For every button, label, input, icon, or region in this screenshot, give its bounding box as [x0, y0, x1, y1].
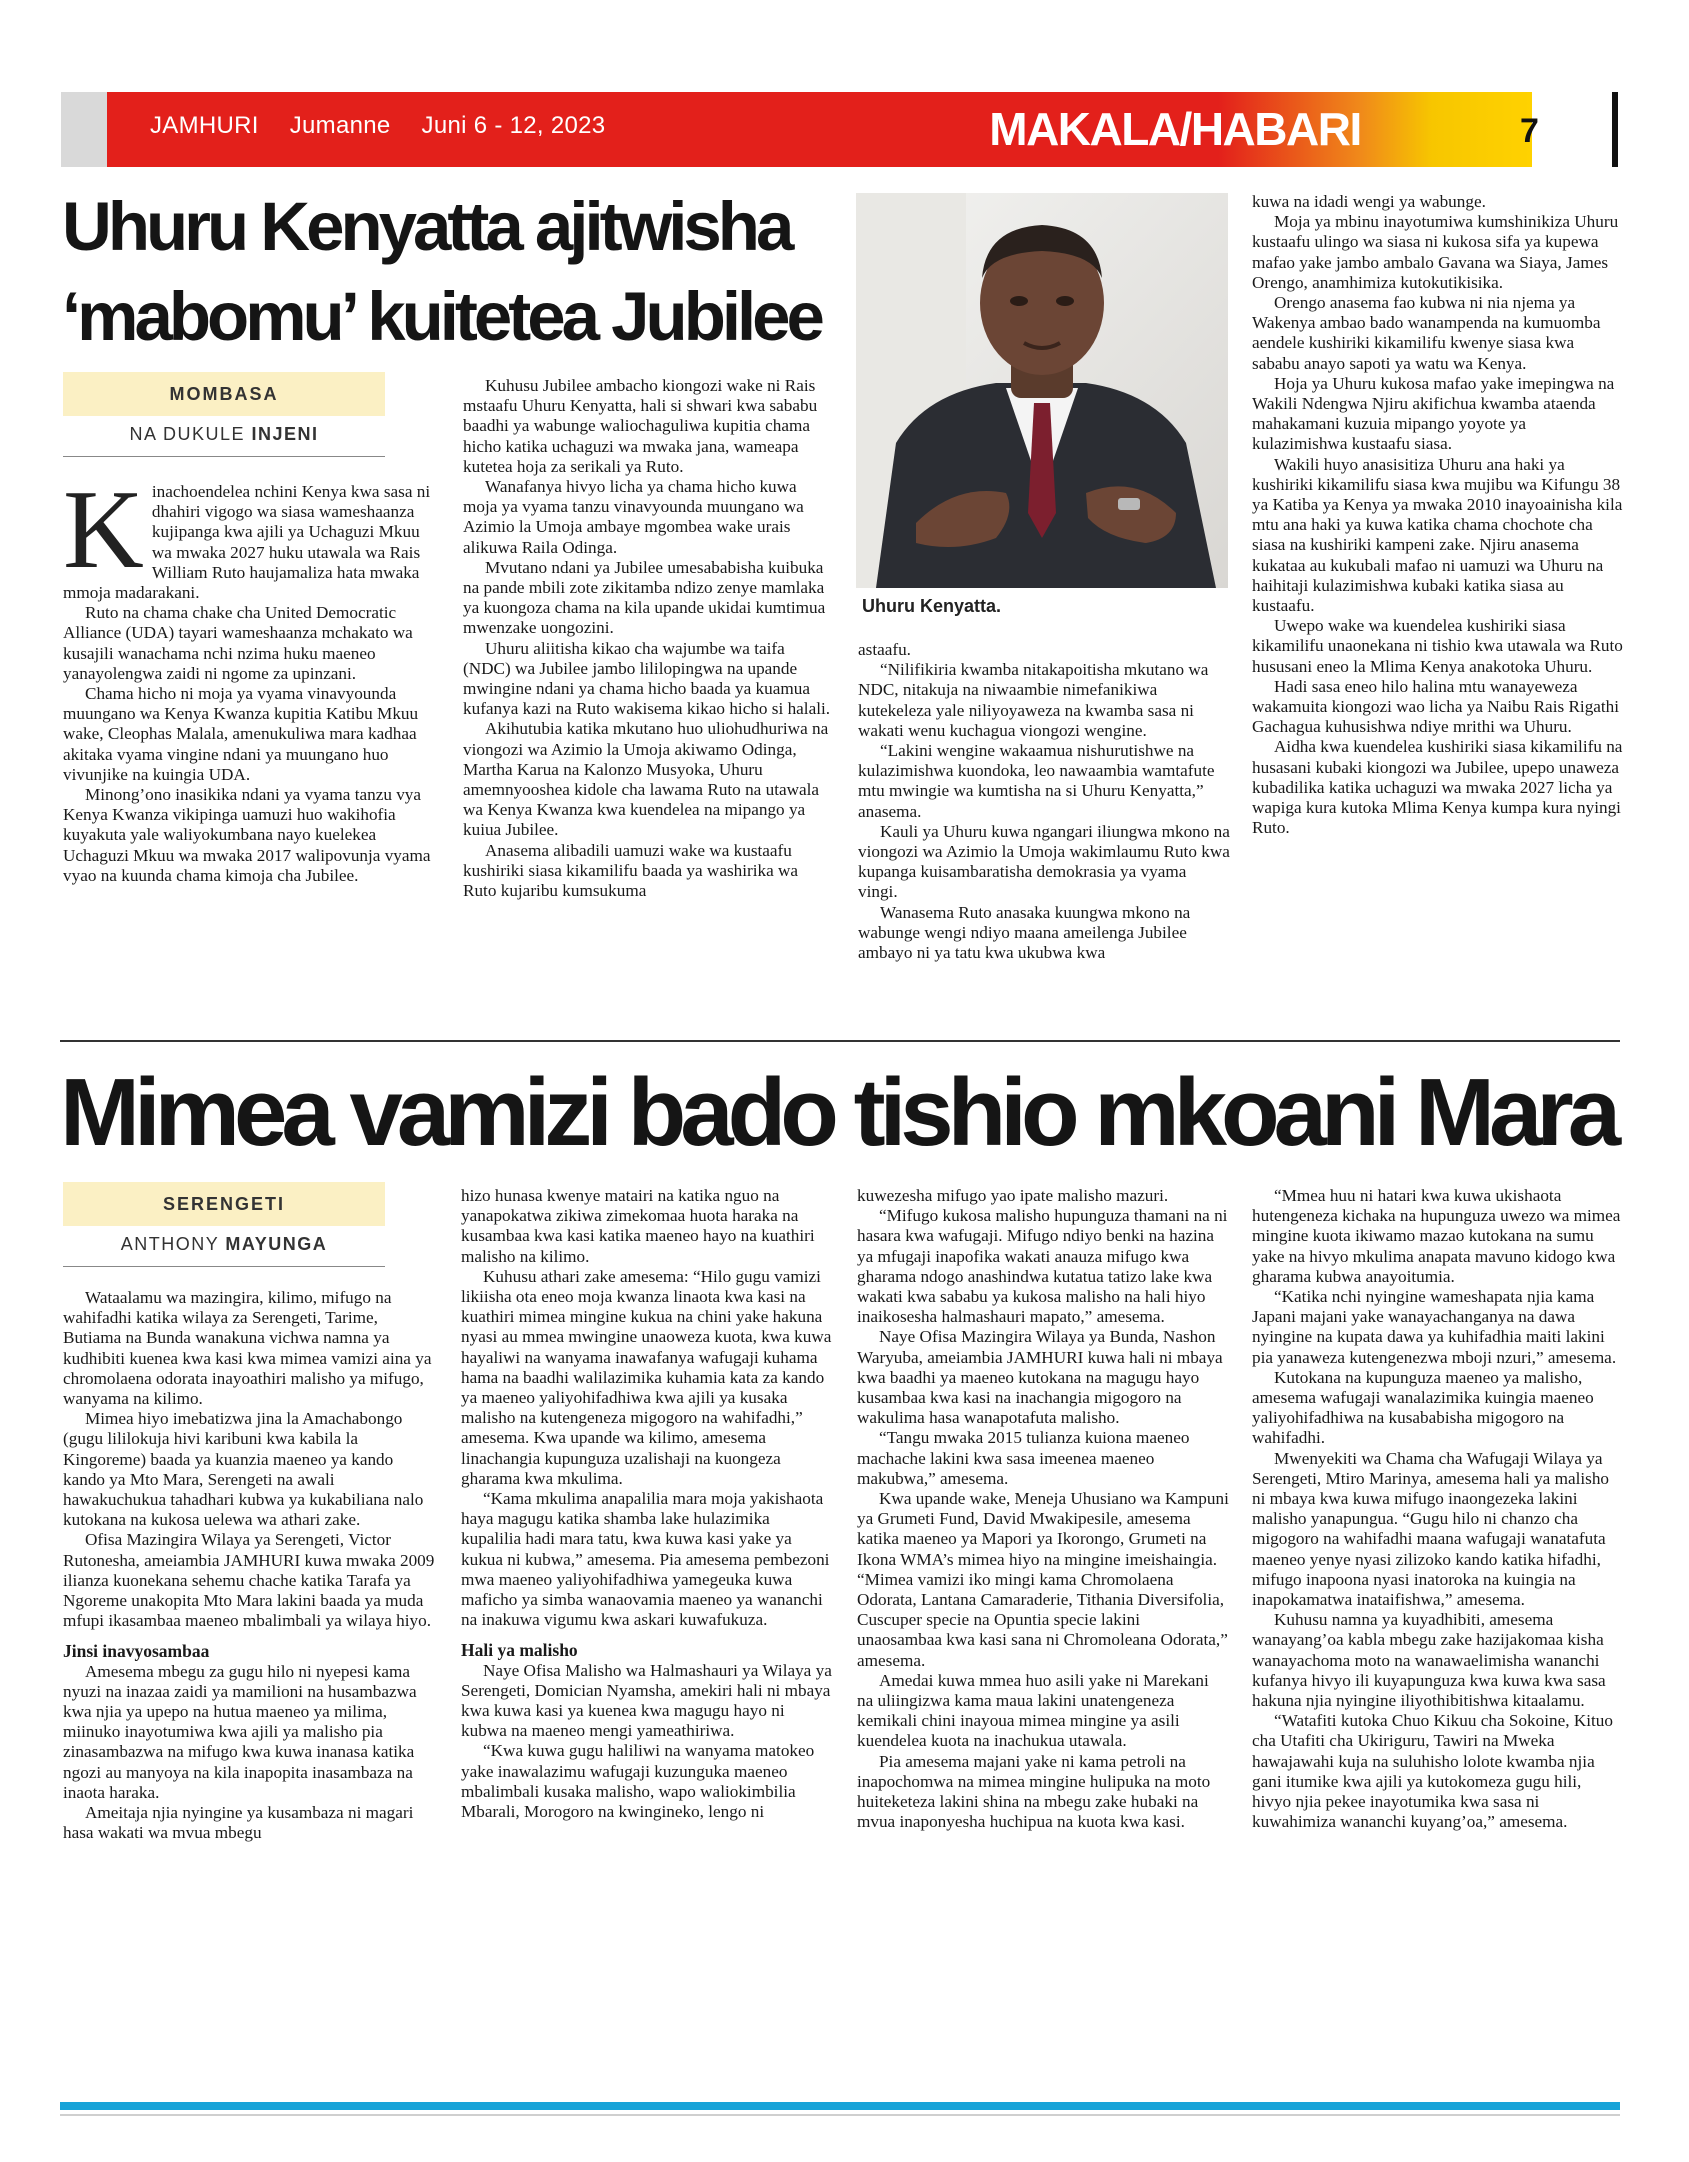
story2-paragraph: “Mifugo kukosa malisho hupunguza thamani na ni hasara kwa wafugaji. Mifugo ndiyo benki na hazina ya mfugaji inapofika wakati anauza mifugo kwa gharama ndogo anashindwa kutatua tatizo lake kwa wakati kwa sababu ya kukosa malisho na hali hiyo inaikosesha halmashauri mapato,” amesema.	[857, 1206, 1228, 1327]
story2-paragraph: Pia amesema majani yake ni kama petroli na inapochomwa na mimea mingine hulipuka na moto huiteketeza lakini shina na mbegu zake hubaki na mvua inaponyesha huchipua na kuota kwa kasi.	[857, 1751, 1211, 1832]
story1-dateline: MOMBASA	[63, 372, 385, 416]
story1-byline	[63, 424, 385, 445]
story2-byline-rule	[63, 1266, 385, 1267]
story1-byline-rule	[63, 456, 385, 457]
story2-column-2	[461, 1186, 833, 2036]
story2-paragraph: Kutokana na kupunguza maeneo ya malisho, amesema wafugaji wanalazimika kuingia maeneo yaliyohifadhiwa na kusababisha migogoro na wahifadhi.	[1252, 1367, 1594, 1448]
story2-column-3	[857, 1186, 1229, 2036]
story2-byline-name: MAYUNGA	[225, 1234, 328, 1254]
story2-paragraph: “Tangu mwaka 2015 tulianza kuiona maeneo machache lakini kwa sasa imeenea maeneo makubwa,” amesema.	[857, 1428, 1190, 1488]
story2-subheading: Hali ya malisho	[461, 1640, 578, 1661]
section-label: MAKALA/HABARI	[989, 103, 1361, 155]
story2-dateline: SERENGETI	[63, 1182, 385, 1226]
header-right-rule	[1612, 92, 1618, 167]
story2-paragraph: Mwenyekiti wa Chama cha Wafugaji Wilaya ya Serengeti, Mtiro Marinya, amesema hali ya malisho ni mbaya kwa kuwa mifugo inaongezeka lakini malisho yanapungua. “Gugu hilo ni chanzo cha migogoro na wahifadhi maana wafugaji wanatafuta maeneo yenye nyasi zilizoko kando katika hifadhi, mifugo inapoona nyasi inatoroka na kuingia na inapokamatwa inataifishwa,” amesema.	[1252, 1448, 1610, 1610]
story1-paragraph: Wanafanya hivyo licha ya chama hicho kuwa moja ya vyama tanzu vinavyounda muungano wa Azimio la Umoja ambaye mgombea wake urais alikuwa Raila Odinga.	[463, 477, 804, 557]
story1-headline-line1: Uhuru Kenyatta ajitwisha	[62, 188, 791, 265]
story2-subheading: Jinsi inavyosambaa	[63, 1641, 210, 1662]
story1-paragraph: Uwepo wake wa kuendelea kushiriki siasa kikamilifu unaonekana ni tishio kwa utawala wa Ruto hususani eneo la Mlima Kenya anakotoka Uhuru.	[1252, 616, 1623, 676]
footer-accent-bar	[60, 2102, 1620, 2110]
story2-paragraph: “Watafiti kutoka Chuo Kikuu cha Sokoine, Kituo cha Utafiti cha Ukiriguru, Tawiri na Mweka hawajawahi kuja na suluhisho lolote kwamba njia gani itumike kwa ajili ya kutokomeza gugu hili, hivyo njia pekee inayotumika kwa sasa ni kuwahimiza wananchi kuyang’oa,” amesema.	[1252, 1711, 1613, 1832]
page-header-left	[150, 112, 629, 140]
story2-paragraph: Kwa upande wake, Meneja Uhusiano wa Kampuni ya Grumeti Fund, David Mwakipesile, amesema katika maeneo ya Mapori ya Ikorongo, Grumeti na Ikona WMA’s mimea hiyo na mingine imeishaingia. “Mimea vamizi iko mingi kama Chromolaena Odorata, Lantana Camaraderie, Tithania Diversifolia, Cuscuper specie na Opuntia specie lakini unaosambaa kwa kasi sana ni Chromoleana Odorata,” amesema.	[857, 1489, 1229, 1670]
story1-paragraph: Aidha kwa kuendelea kushiriki siasa kikamilifu na husasani kubaki kiongozi wa Jubilee, upepo unaweza kubadilika katika uchaguzi wa mwaka 2027 licha ya wapiga kura kutoka Mlima Kenya kumpa kura nyingi Ruto.	[1252, 737, 1623, 838]
story2-paragraph: Ameitaja njia nyingine ya kusambaza ni magari hasa wakati wa mvua mbegu	[63, 1803, 414, 1843]
issue-day: Jumanne	[289, 112, 391, 139]
story1-paragraph: Anasema alibadili uamuzi wake wa kustaafu kushiriki siasa kikamilifu baada ya washirika wa Ruto kujaribu kumsukuma	[463, 840, 799, 901]
page-number: 7	[1520, 112, 1539, 150]
story2-paragraph: Amesema mbegu za gugu hilo ni nyepesi kama nyuzi na inazaa zaidi ya mamilioni na husambazwa kwa njia ya upepo na hutua maeneo ya milima, miinuko inayotumiwa kwa ajili ya malisho pia zinasambazwa na mifugo kwa kuwa inanasa katika ngozi au manyoya na kila inapopita inasambaza na inaota haraka.	[63, 1661, 417, 1802]
story1-column-2	[463, 376, 833, 1012]
story1-paragraph: Wakili huyo anasisitiza Uhuru ana haki ya kushiriki kikamilifu siasa kwa mujibu wa Kifungu 38 ya Katiba ya Kenya ya mwaka 2010 inayoainisha kila mtu ana haki ya kuwa katika chama chochote cha siasa na kushiriki kampeni zake. Njiru anasema kukataa au kukubali mafao ni uamuzi wa Uhuru na haihitaji kulazimishwa kubaki katika siasa au kustaafu.	[1252, 454, 1623, 616]
story1-paragraph: astaafu.	[858, 640, 911, 659]
story1-paragraph: Hoja ya Uhuru kukosa mafao yake imepingwa na Wakili Ndengwa Njiru akifichua kwamba ataenda mahakamani kuzuia mipango yoyote ya kulazimishwa kustaafu siasa.	[1252, 373, 1615, 454]
story1-paragraph: Ruto na chama chake cha United Democratic Alliance (UDA) tayari wameshaanza mchakato wa kusajili wanachama nchi nzima huku maeneo yanayolengwa zaidi ni ngome za upinzani.	[63, 603, 413, 683]
story1-paragraph: Kuhusu Jubilee ambacho kiongozi wake ni Rais mstaafu Uhuru Kenyatta, hali si shwari kwa sababu baadhi ya wabunge waliochaguliwa kupitia chama hicho katika uchaguzi wa mwaka jana, wameapa kutetea hoja za serikali ya Ruto.	[463, 376, 818, 476]
story2-paragraph: “Mmea huu ni hatari kwa kuwa ukishaota hutengeneza kichaka na hupunguza uwezo wa mimea mingine kuota ikiwamo mazao kutokana na sumu yake na hivyo mkulima anapata mavuno kidogo kwa gharama kubwa anayoitumia.	[1252, 1186, 1621, 1286]
header-grey-block	[61, 92, 107, 167]
story1-paragraph: kuwa na idadi wengi ya wabunge.	[1252, 192, 1486, 211]
story2-byline-prefix: ANTHONY	[120, 1234, 226, 1254]
story2-paragraph: hizo hunasa kwenye matairi na katika nguo na yanapokatwa zikiwa zimekomaa huota haraka na kusambaa kwa kasi katika maeneo hayo na kuathiri malisho na kilimo.	[461, 1186, 815, 1266]
story2-paragraph: “Katika nchi nyingine wameshapata njia kama Japani majani yake wanayachanganya na dawa nyingine na kupata dawa ya kuhifadhia maiti lakini pia yanaweza kutengenezwa mboji nzuri,” amesema.	[1252, 1287, 1617, 1367]
story1-photo-caption: Uhuru Kenyatta.	[862, 596, 1002, 616]
story1-photo	[856, 193, 1228, 588]
story2-paragraph: kuwezesha mifugo yao ipate malisho mazuri.	[857, 1186, 1169, 1205]
story1-byline-name: INJENI	[251, 424, 319, 444]
publication-name: JAMHURI	[150, 112, 259, 139]
story1-paragraph: Akihutubia katika mkutano huo uliohudhuriwa na viongozi wa Azimio la Umoja akiwamo Odinga, Martha Karua na Kalonzo Musyoka, Uhuru amemnyooshea kidole cha lawama Ruto na utawala wa Kenya Kwanza kwa kuendelea na mipango ya kuiua Jubilee.	[463, 719, 829, 840]
story1-column-1	[63, 482, 433, 1012]
story1-column-3	[858, 640, 1230, 1012]
story1-paragraph: Orengo anasema fao kubwa ni nia njema ya Wakenya ambao bado wanampenda na kumuomba aendele kushiriki kikamilifu kwenye siasa kwa sababu anayo sapoti ya watu wa Kenya.	[1252, 293, 1601, 373]
story-divider	[60, 1040, 1620, 1042]
story2-column-4	[1252, 1186, 1624, 2036]
portrait-illustration	[856, 193, 1228, 588]
story1-paragraph: Minong’ono inasikika ndani ya vyama tanzu vya Kenya Kwanza vikipinga uamuzi huo wakihofia kuyakuta yale waliyokumbana nayo kuelekea Uchaguzi Mkuu wa mwaka 2017 walipovunja vyama vyao na kuunda chama kimoja cha Jubilee.	[63, 785, 431, 885]
story1-paragraph: Kauli ya Uhuru kuwa ngangari iliungwa mkono na viongozi wa Azimio la Umoja wakimlaumu Ruto kwa kupanga kuisambaratisha demokrasia ya vyama vingi.	[858, 821, 1230, 902]
story2-byline	[63, 1234, 385, 1255]
story2-paragraph: Naye Ofisa Mazingira Wilaya ya Bunda, Nashon Waryuba, ameiambia JAMHURI kuwa hali ni mbaya kwa baadhi ya maeneo kutokana na magugu hayo kusambaa kwa kasi na inachangia migogoro na wakulima hasa wanapotafuta malisho.	[857, 1327, 1223, 1428]
story2-paragraph: Mimea hiyo imebatizwa jina la Amachabongo (gugu lililokuja hivi karibuni kwa kabila la Kingoreme) baada ya kuanzia maeneo ya kando kando ya Mto Mara, Serengeti na awali hawakuchukua tahadhari kubwa ya kukabiliana nalo kutokana na kukosa uelewa wa athari zake.	[63, 1409, 424, 1530]
story1-dropcap: K	[63, 482, 144, 592]
story2-paragraph: “Kama mkulima anapalilia mara moja yakishaota haya magugu katika shamba lake hulazimika kupalilia hadi mara tatu, kwa kuwa kasi yake ya kukua ni kubwa,” amesema. Pia amesema pembezoni mwa maeneo yaliyohifadhiwa yamegeuka kuwa maficho ya simba wanaovamia maeneo ya wananchi na inakuwa vigumu kwa askari kuwafukuza.	[461, 1489, 830, 1630]
story2-paragraph: Amedai kuwa mmea huo asili yake ni Marekani na uliingizwa kama maua lakini unatengeneza kemikali chini inayoua mimea mingine ya asili kuendelea kuota na inachukua utawala.	[857, 1670, 1209, 1751]
story2-paragraph: Naye Ofisa Malisho wa Halmashauri ya Wilaya ya Serengeti, Domician Nyamsha, amekiri hali ni mbaya kwa kuwa kasi ya kuenea kwa magugu hayo ni kubwa na maeneo mengi yameathiriwa.	[461, 1660, 832, 1741]
story2-column-1	[63, 1288, 435, 2036]
story2-paragraph: Wataalamu wa mazingira, kilimo, mifugo na wahifadhi katika wilaya za Serengeti, Tarime, Butiama na Bunda wanakuna vichwa namna ya kudhibiti kuenea kwa kasi kwa mimea vamizi aina ya chromolaena odorata inayoathiri malisho ya mifugo, wanyama na kilimo.	[63, 1288, 432, 1409]
story2-headline: Mimea vamizi bado tishio mkoani Mara	[60, 1059, 1616, 1166]
story2-paragraph: Kuhusu namna ya kuyadhibiti, amesema wanayang’oa kabla mbegu zake hazijakomaa kisha wanayachoma moto na wanawaelimisha wananchi kufanya hivyo ili kuyapunguza kwa kuwa kwa sasa hakuna njia nyingine iliyothibitishwa kitaalamu.	[1252, 1610, 1606, 1711]
story2-paragraph: “Kwa kuwa gugu haliliwi na wanyama matokeo yake inawalazimu wafugaji kuzunguka maeneo mbalimbali kusaka malisho, wapo waliokimbilia Mbarali, Morogoro na kwingineko, lengo ni	[461, 1741, 815, 1822]
story1-headline-line2: ‘mabomu’ kuitetea Jubilee	[62, 278, 821, 355]
issue-date: Juni 6 - 12, 2023	[421, 112, 606, 139]
story1-paragraph: Chama hicho ni moja ya vyama vinavyounda muungano wa Kenya Kwanza kupitia Katibu Mkuu wake, Cleophas Malala, amenukuliwa mara kadhaa akitaka vyama vingine ndani ya muungano huo vivunjike na kuingia UDA.	[63, 684, 419, 784]
story1-paragraph: “Lakini wengine wakaamua nishurutishwe na kulazimishwa kuondoka, leo nawaambia wamtafute mtu mwingie wa kumtisha na si Uhuru Kenyatta,” anasema.	[858, 741, 1215, 821]
story2-paragraph: Ofisa Mazingira Wilaya ya Serengeti, Victor Rutonesha, ameiambia JAMHURI kuwa mwaka 2009 ilianza kuonekana sehemu chache katika Tarafa ya Ngoreme unakopita Mto Mara lakini baada ya muda mfupi ikasambaa maeneo mbalimbali ya wilaya hiyo.	[63, 1530, 435, 1631]
story2-paragraph: Kuhusu athari zake amesema: “Hilo gugu vamizi likiisha ota eneo moja kwanza linaota kwa kasi na kuathiri mimea mingine kukua na chini yake hakuna nyasi au mmea mwingine unaoweza kuota, kwa kuwa hayaliwi na wanyama inawafanya wafugaji kuhama hama na baadhi walilazimika kuhamia kata za kando ya maeneo yaliyohifadhiwa kwa ajili ya kusaka malisho na kutengeneza migogoro na wahifadhi,” amesema. Kwa upande wa kilimo, amesema linachangia kupunguza uzalishaji na kuongeza gharama kwa mkulima.	[461, 1266, 832, 1488]
story1-paragraph: Wanasema Ruto anasaka kuungwa mkono na wabunge wengi ndiyo maana ameilenga Jubilee ambayo ni ya tatu kwa ukubwa kwa	[858, 902, 1191, 963]
story1-paragraph: Mvutano ndani ya Jubilee umesababisha kuibuka na pande mbili zote zikitamba ndizo zenye mamlaka ya kuongoza chama na kila upande ukidai kumtimua mwenzake uongozini.	[463, 557, 826, 638]
footer-rule	[60, 2114, 1620, 2116]
story1-paragraph: “Nilifikiria kwamba nitakapoitisha mkutano wa NDC, nitakuja na niwaambie nimefanikiwa kutekeleza yale niliyoyaweza na kwamba sasa ni wakati wenu kuchagua viongozi wengine.	[858, 660, 1209, 740]
story1-column-4	[1252, 192, 1624, 1012]
story1-paragraph: inachoendelea nchini Kenya kwa sasa ni dhahiri vigogo wa siasa wameshaanza kujipanga kwa ajili ya Uchaguzi Mkuu wa mwaka 2027 huku utawala wa Rais William Ruto haujamaliza hata mwaka mmoja madarakani.	[63, 482, 431, 603]
story1-paragraph: Uhuru aliitisha kikao cha wajumbe wa taifa (NDC) wa Jubilee jambo lililopingwa na upande mwingine ndani ya chama hicho baada ya kuamua kufanya kazi na Ruto wakisema kikao hicho si halali.	[463, 638, 831, 719]
story1-paragraph: Moja ya mbinu inayotumiwa kumshinikiza Uhuru kustaafu ulingo wa siasa ni kukosa sifa ya kupewa mafao yake jambo ambalo Gavana wa Siaya, James Orengo, anamhimiza kutokutikisika.	[1252, 212, 1619, 292]
story1-byline-prefix: NA DUKULE	[129, 424, 252, 444]
story1-paragraph: Hadi sasa eneo hilo halina mtu wanayeweza wakamuita kiongozi wao licha ya Naibu Rais Rigathi Gachagua kuhusishwa ndiye mrithi wa Uhuru.	[1252, 676, 1620, 737]
